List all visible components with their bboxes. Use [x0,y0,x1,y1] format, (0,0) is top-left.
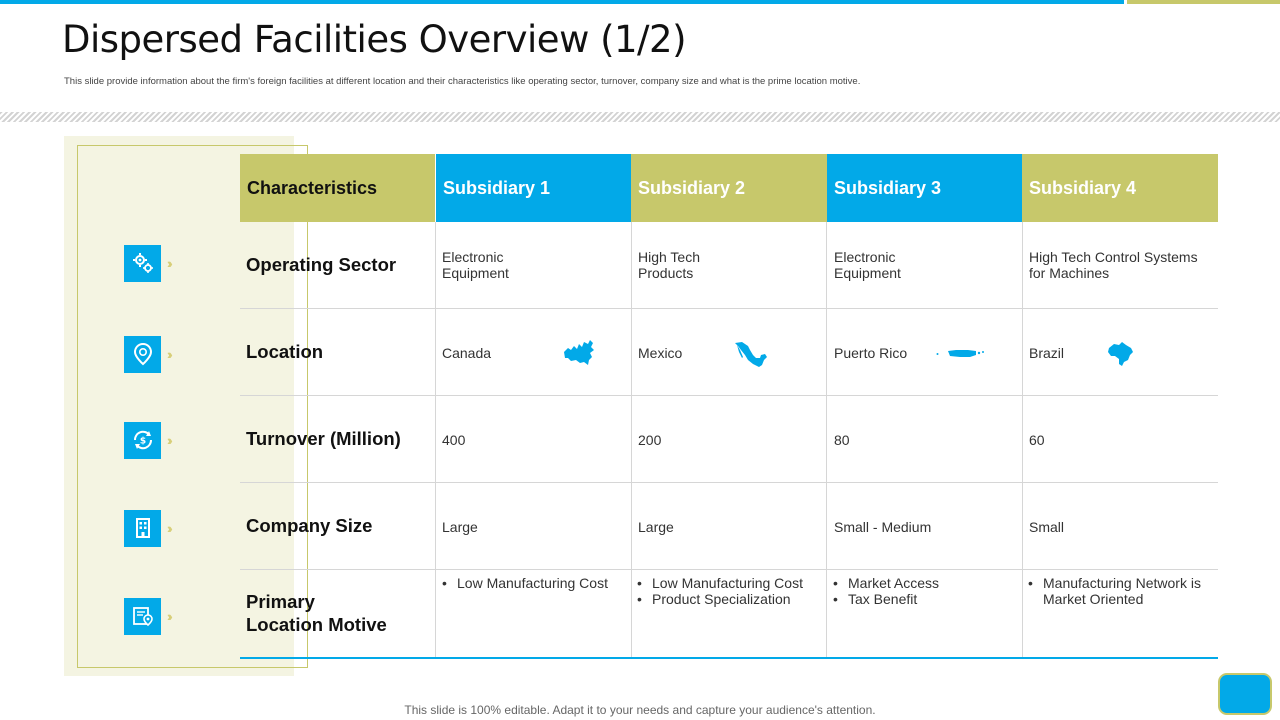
table-cell: Large [638,519,674,535]
bullet-list [829,575,939,607]
row-label-location: Location [246,341,324,362]
bullet-list [633,575,803,607]
cell-line: High Tech [638,249,701,265]
column-divider [826,222,827,657]
table-cell: Large [442,519,478,535]
column-divider [631,222,632,657]
cell-line: High Tech Control Systems [1029,249,1198,265]
row-icon-turnover [124,421,214,459]
table-cell [638,249,700,281]
table-cell: 400 [442,432,466,448]
location-chart-icon [124,598,161,635]
row-label-turnover: Turnover (Million) [246,428,401,449]
column-divider [1022,222,1023,657]
bullet-line: • Manufacturing Network is [1043,575,1201,591]
bullet-item: • Low Manufacturing Cost [633,575,803,591]
puerto-rico-map-icon [936,347,986,361]
building-icon [124,510,161,547]
row-divider [240,569,1218,570]
gears-icon [124,245,161,282]
table-cell: Small - Medium [834,519,932,535]
table-cell [834,249,901,281]
header-subsidiary-4: Subsidiary 4 [1022,154,1218,222]
slide-title: Dispersed Facilities Overview (1/2) [62,18,687,61]
bullet-item: • Market Access [829,575,939,591]
top-accent-bar [0,0,1124,4]
canada-map-icon [562,338,596,370]
row-divider [240,395,1218,396]
row-icon-location [124,335,214,373]
row-divider [240,308,1218,309]
cell-line: for Machines [1029,265,1110,281]
chevrons-decoration: ››››› [167,608,169,624]
row-icon-operating-sector [124,244,214,282]
row-label-operating-sector: Operating Sector [246,254,397,275]
slide-subtitle: This slide provide information about the firm's foreign facilities at different location and their characteristics like operating sector, turnover, company size and what is the prime location motive. [64,76,861,87]
chevrons-decoration: ››››› [167,255,169,271]
row-label-company-size: Company Size [246,515,373,536]
cell-line: Electronic [834,249,896,265]
svg-text:$: $ [139,436,146,447]
slide-footer: This slide is 100% editable. Adapt it to your needs and capture your audience's attention. [404,703,876,717]
table-cell: Canada [442,345,492,361]
row-icon-location-motive [124,597,214,635]
table-cell: 80 [834,432,850,448]
top-accent-bar-secondary [1127,0,1280,4]
location-pin-icon [124,336,161,373]
mexico-map-icon [734,340,768,368]
row-label-line: Primary [246,591,315,612]
hatched-divider [0,112,1280,122]
bullet-item: • Product Specialization [633,591,803,607]
money-cycle-icon [124,422,161,459]
cell-line: Equipment [442,265,509,281]
chevrons-decoration: ››››› [167,520,169,536]
bullet-list [1024,575,1201,607]
header-subsidiary-2: Subsidiary 2 [631,154,827,222]
header-characteristics: Characteristics [240,154,435,222]
row-icon-company-size [124,509,214,547]
row-divider [240,482,1218,483]
row-label-location-motive [246,590,387,636]
table-cell: Small [1029,519,1065,535]
brazil-map-icon [1106,340,1134,368]
table-bottom-line [240,657,1218,659]
table-cell [442,249,509,281]
header-subsidiary-1: Subsidiary 1 [436,154,631,222]
table-cell: 60 [1029,432,1045,448]
row-label-line: Location Motive [246,614,387,635]
bullet-list [438,575,608,591]
bullet-item: • Tax Benefit [829,591,939,607]
chevrons-decoration: ››››› [167,432,169,448]
table-cell: Mexico [638,345,683,361]
bullet-item: • Low Manufacturing Cost [438,575,608,591]
bullet-item [1024,575,1201,607]
table-cell: Brazil [1029,345,1065,361]
table-cell: Puerto Rico [834,345,908,361]
chevrons-decoration: ››››› [167,346,169,362]
table-cell: 200 [638,432,662,448]
cell-line: Products [638,265,694,281]
table-cell [1029,249,1198,281]
bullet-line: Market Oriented [1043,591,1144,607]
header-subsidiary-3: Subsidiary 3 [827,154,1022,222]
corner-button[interactable] [1218,673,1272,715]
cell-line: Electronic [442,249,504,265]
column-divider [435,222,436,657]
cell-line: Equipment [834,265,901,281]
